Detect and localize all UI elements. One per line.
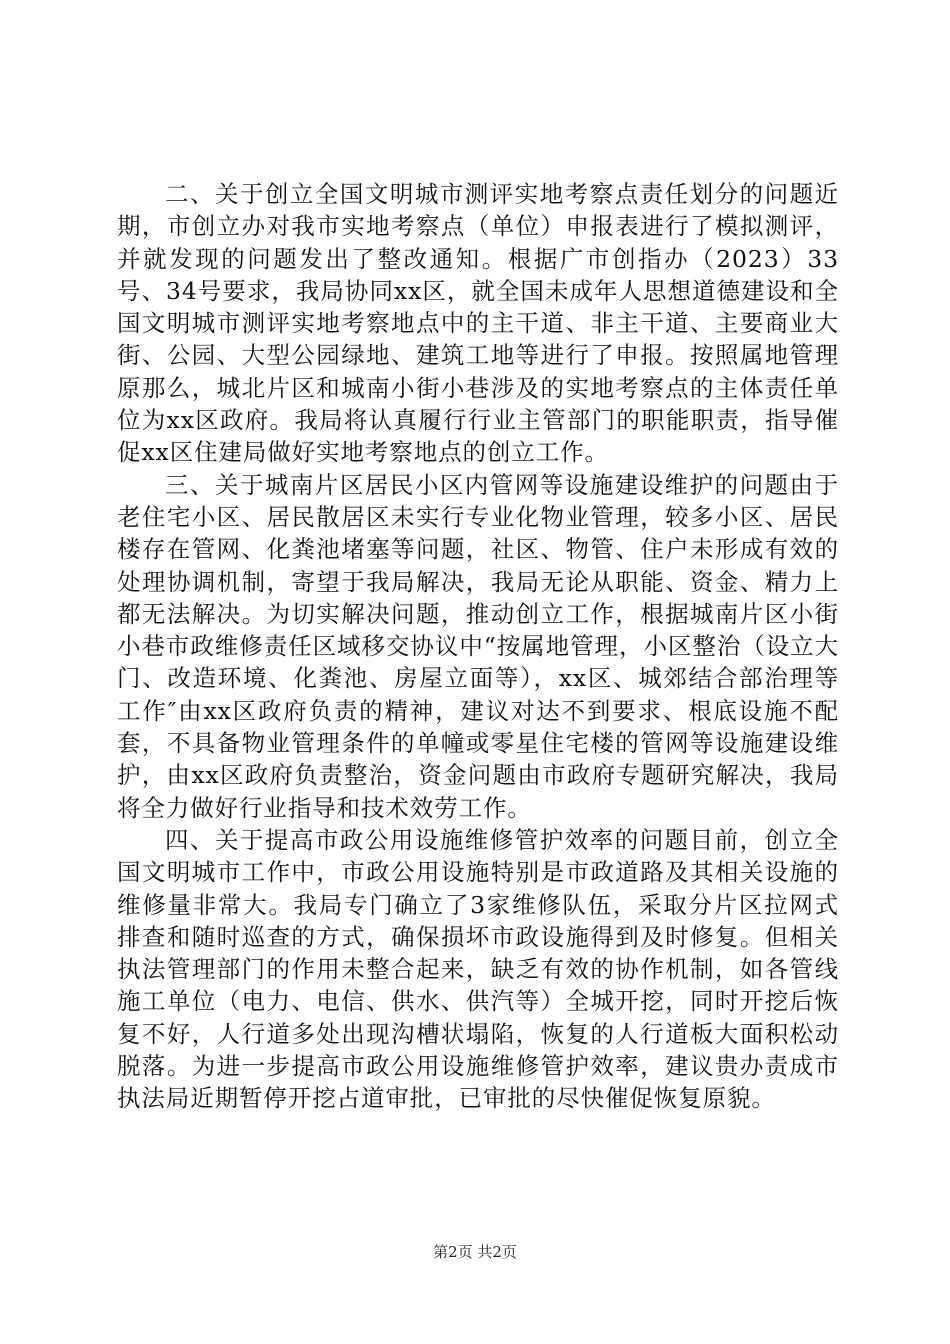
page-number-footer: 第2页 共2页 [433,1243,517,1261]
paragraph-section-3: 三、关于城南片区居民小区内管网等设施建设维护的问题由于老住宅小区、居民散居区未实行专业化物业管理，较多小区、居民楼存在管网、化粪池堵塞等问题，社区、物管、住户未形成有效的处理协调机制，寄望于我局解决，我局无论从职能、资金、精力上都无法解决。为切实解决问题，推动创立工作，根据城南片区小街小巷市政维修责任区域移交协议中“按属地管理，小区整治（设立大门、改造环境、化粪池、房屋立面等），xx区、城郊结合部治理等工作″由xx区政府负责的精神，建议对达不到要求、根底设施不配套，不具备物业管理条件的单幢或零星住宅楼的管网等设施建设维护，由xx区政府负责整治，资金问题由市政府专题研究解决，我局将全力做好行业指导和技术效劳工作。 [117,470,839,822]
paragraph-section-2: 二、关于创立全国文明城市测评实地考察点责任划分的问题近期，市创立办对我市实地考察点（单位）申报表进行了模拟测评，并就发现的问题发出了整改通知。根据广市创指办（2023）33号、34号要求，我局协同xx区，就全国未成年人思想道德建设和全国文明城市测评实地考察地点中的主干道、非主干道、主要商业大街、公园、大型公园绿地、建筑工地等进行了申报。按照属地管理原那么，城北片区和城南小街小巷涉及的实地考察点的主体责任单位为xx区政府。我局将认真履行行业主管部门的职能职责，指导催促xx区住建局做好实地考察地点的创立工作。 [117,180,839,467]
paragraph-section-4: 四、关于提高市政公用设施维修管护效率的问题目前，创立全国文明城市工作中，市政公用设施特别是市政道路及其相关设施的维修量非常大。我局专门确立了3家维修队伍，采取分片区拉网式排查和随时巡查的方式，确保损坏市政设施得到及时修复。但相关执法管理部门的作用未整合起来，缺乏有效的协作机制，如各管线施工单位（电力、电信、供水、供汽等）全城开挖，同时开挖后恢复不好，人行道多处出现沟槽状塌陷，恢复的人行道板大面积松动脱落。为进一步提高市政公用设施维修管护效率，建议贵办责成市执法局近期暂停开挖占道审批，已审批的尽快催促恢复原貌。 [117,825,839,1113]
document-body [117,178,839,1115]
